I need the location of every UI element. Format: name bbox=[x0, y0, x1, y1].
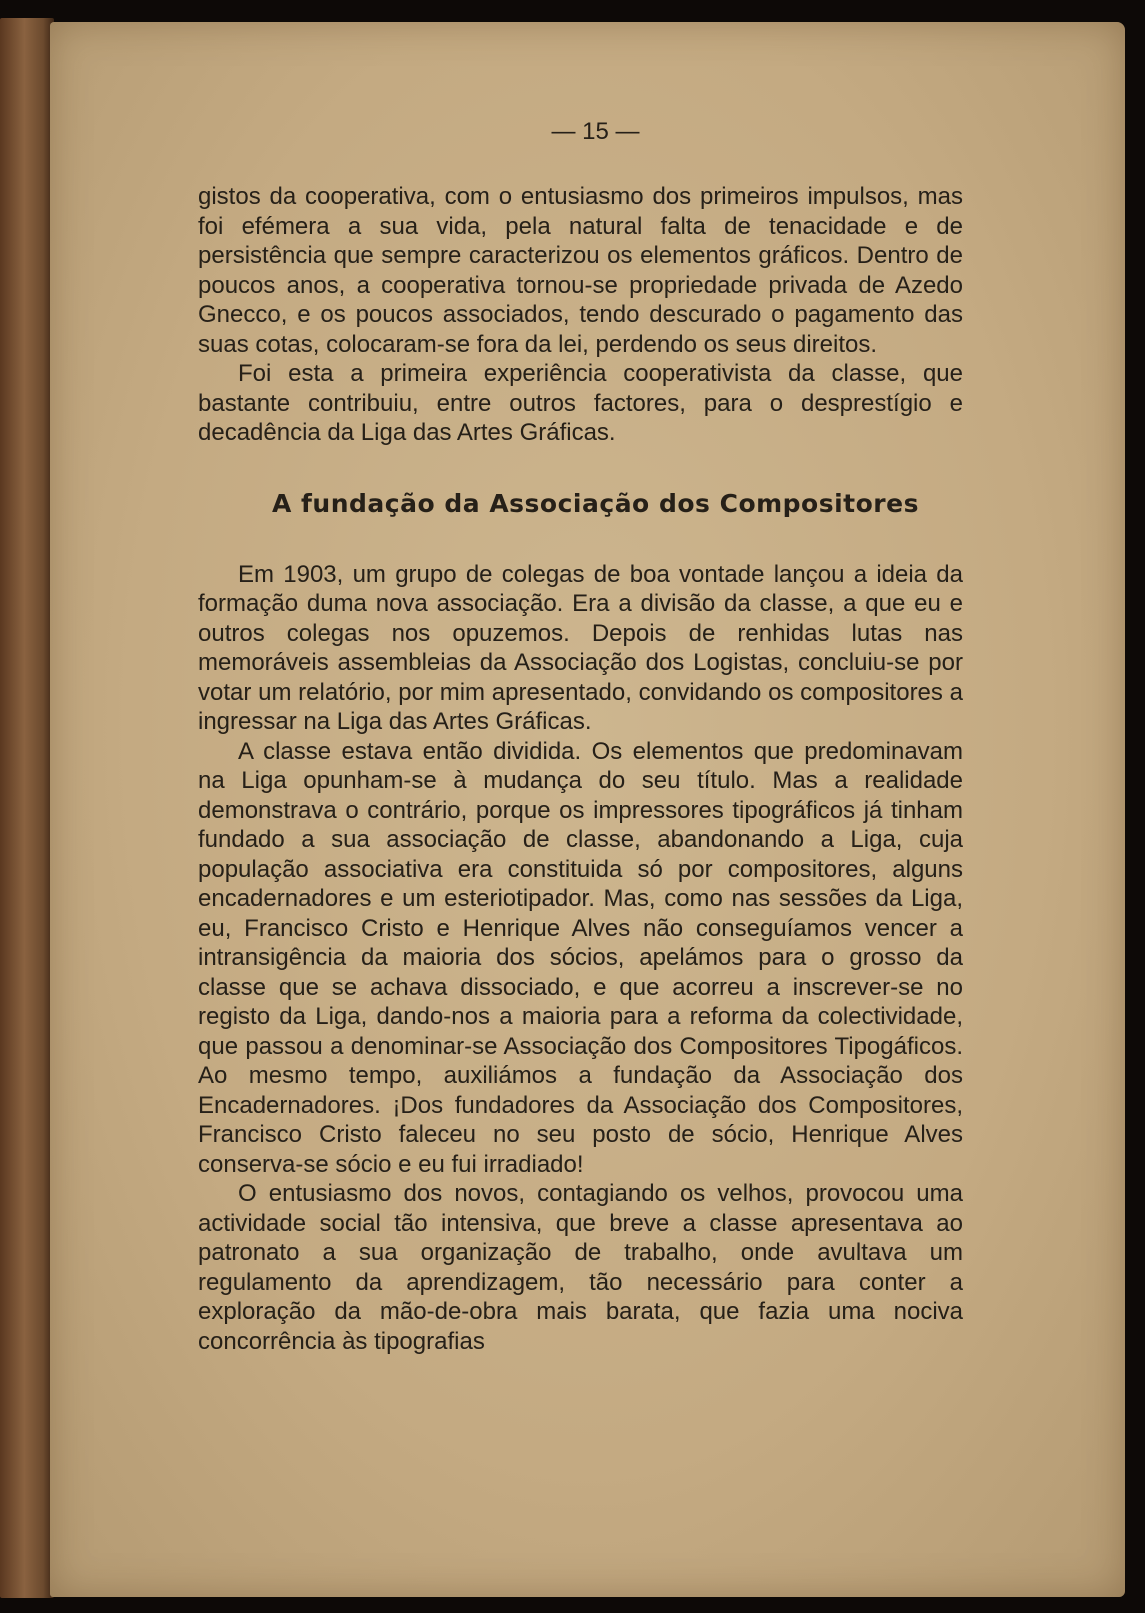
page-text-block bbox=[198, 112, 963, 1356]
section-heading: A fundação da Associação dos Compositores bbox=[272, 488, 919, 518]
paragraph-2: Foi esta a primeira experiência cooperativista da classe, que bastante contribuiu, entre outros factores, para o desprestígio e decadência da Liga das Artes Gráficas. bbox=[198, 360, 963, 446]
book-spine bbox=[0, 18, 54, 1598]
paragraph-3: Em 1903, um grupo de colegas de boa vontade lançou a ideia da formação duma nova associação. Era a divisão da classe, a que eu e outros colegas nos opuzemos. Depois de renhidas lutas nas memoráveis assembleias da Associação dos Logistas, concluiu-se por votar um relatório, por mim apresentado, convidando os compositores a ingressar na Liga das Artes Gráficas. bbox=[198, 560, 963, 735]
paragraph-5: O entusiasmo dos novos, contagiando os velhos, provocou uma actividade social tão intensiva, que breve a classe apresentava ao patronato a sua organização de trabalho, onde avultava um regulamento da aprendizagem, tão necessário para conter a exploração da mão-de-obra mais barata, que fazia uma nociva concorrência às tipografias bbox=[198, 1180, 963, 1355]
paragraph-4: A classe estava então dividida. Os elementos que predominavam na Liga opunham-se à mudança do seu título. Mas a realidade demonstrava o contrário, porque os impressores tipográficos já tinham fundado a sua associação de classe, abandonando a Liga, cuja população associativa era constituida só por compositores, alguns encadernadores e um esteriotipador. Mas, como nas sessões da Liga, eu, Francisco Cristo e Henrique Alves não conseguíamos vencer a intransigência da maioria dos sócios, apelámos para o grosso da classe que se achava dissociado, e que acorreu a inscrever-se no registo da Liga, dando-nos a maioria para a reforma da colectividade, que passou a denominar-se Associação dos Compositores Tipogáficos. Ao mesmo tempo, auxiliámos a fundação da Associação dos Encadernadores. ¡Dos fundadores da Associação dos Compositores, Francisco Cristo faleceu no seu posto de sócio, Henrique Alves conserva-se sócio e eu fui irradiado! bbox=[198, 737, 963, 1178]
opening-paragraph: gistos da cooperativa, com o entusiasmo dos primeiros impulsos, mas foi efémera a sua vida, pela natural falta de tenacidade e de persistência que sempre caracterizou os elementos gráficos. Dentro de poucos anos, a cooperativa tornou-se propriedade privada de Azedo Gnecco, e os poucos associados, tendo descurado o pagamento das suas cotas, colocaram-se fora da lei, perdendo os seus direitos. bbox=[198, 183, 963, 358]
page-number: — 15 — bbox=[551, 118, 640, 145]
